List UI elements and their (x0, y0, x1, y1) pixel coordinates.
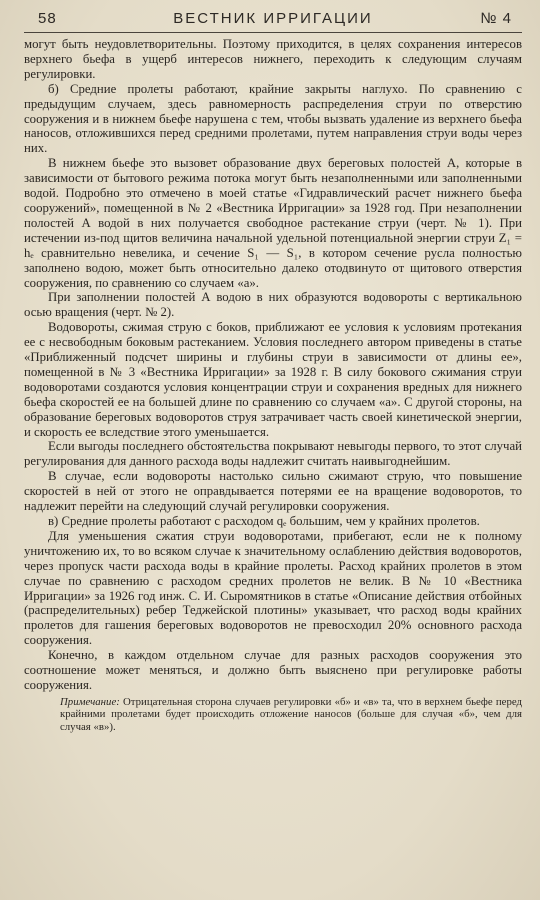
footnote-label: Примечание: (60, 695, 120, 708)
article-body (24, 37, 522, 693)
paragraph: могут быть неудовлетворительны. Поэтому приходится, в целях сохранения интересов верхнего бьефа в ущерб интересов нижнего, переходить к следующим случаям регулировки. (24, 37, 522, 81)
paragraph: Для уменьшения сжатия струи водоворотами, прибегают, если не к полному уничтожению их, то во всяком случае к значительному ослаблению действия водоворотов, через пропуск части расхода воды в крайние пролеты. Расход крайних пролетов в этом случае по сравнению с расходом средних пролетов не велик. В № 10 «Вестника Ирригации» за 1926 год инж. С. И. Сыромятников в статье «Описание действия отбойных (распределительных) ребер Теджейской плотины» указывает, что расход воды крайних пролетов для гашения береговых водоворотов не превосходил 20% основного расхода сооружения. (24, 528, 522, 648)
paragraph: Водовороты, сжимая струю с боков, приближают ее условия к условиям протекания ее с несвободным боковым растеканием. Условия последнего автором приведены в статье «Приближенный подсчет ширины и глубины струи в зависимости от длины ее», помещенной в № 3 «Вестника Ирригации» за 1928 г. В силу бокового сжимания струи водоворотами создаются условия концентрации струи и сохранения вредных для нижнего бьефа скоростей ее на большей длине по сравнению со случаем «а». С другой стороны, на образование береговых водоворотов струя затрачивает часть своей кинетической энергии, и скорость ее вследствие этого уменьшается. (24, 320, 522, 439)
page-header (24, 10, 522, 33)
paragraph: В случае, если водовороты настолько сильно сжимают струю, что повышение скоростей в ней от этого не оправдывается потерями ее на вращение водоворотов, то надлежит перейти на следующий случай регулировки сооружения. (24, 469, 522, 514)
paragraph: б) Средние пролеты работают, крайние закрыты наглухо. По сравнению с предыдущим случаем, здесь равномерность распределения струи по отверстию сооружения и в нижнем бьефе нарушена с тем, чтобы вызвать удаление из верхнего бьефа наносов, отложившихся перед средними пролетами, путем направления струи воды через них. (24, 81, 522, 156)
paragraph: Если выгоды последнего обстоятельства покрывают невыгоды первого, то этот случай регулирования для данного расхода воды надлежит считать наивыгоднейшим. (24, 439, 522, 469)
paragraph: в) Средние пролеты работают с расходом qₑ большим, чем у крайних пролетов. (48, 514, 480, 528)
journal-title: ВЕСТНИК ИРРИГАЦИИ (173, 10, 373, 27)
footnote (24, 696, 522, 734)
paragraph: В нижнем бьефе это вызовет образование двух береговых полостей А, которые в зависимости от бытового режима потока могут быть незаполненными или заполненными водой. Подробно это отмечено в моей статье «Гидравлический расчет нижнего бьефа сооружений», помещенной в № 2 «Вестника Ирригации» за 1928 год. При незаполнении полостей А водой в них получается свободное растекание струи (черт. № 1). При истечении из-под щитов величина начальной удельной потенциальной энергии струи Z₁ = hₑ сравнительно невелика, и сечение S₁ — S₁, в котором сечение русла полностью заполнено водою, может быть относительно далеко отодвинуто от щитового отверстия сооружения, по сравнению со случаем «а». (24, 156, 522, 290)
paragraph: При заполнении полостей А водою в них образуются водовороты с вертикальною осью вращения (черт. № 2). (24, 290, 522, 320)
page-number: 58 (38, 10, 57, 27)
footnote-text: Отрицательная сторона случаев регулировки «б» и «в» та, что в верхнем бьефе перед крайними пролетами будет происходить отложение наносов (больше для случая «б», чем для случая «в»). (60, 695, 523, 734)
issue-number: № 4 (480, 10, 512, 27)
paragraph: Конечно, в каждом отдельном случае для разных расходов сооружения это соотношение может меняться, и должно быть выяснено при регулировке работы сооружения. (24, 648, 522, 692)
